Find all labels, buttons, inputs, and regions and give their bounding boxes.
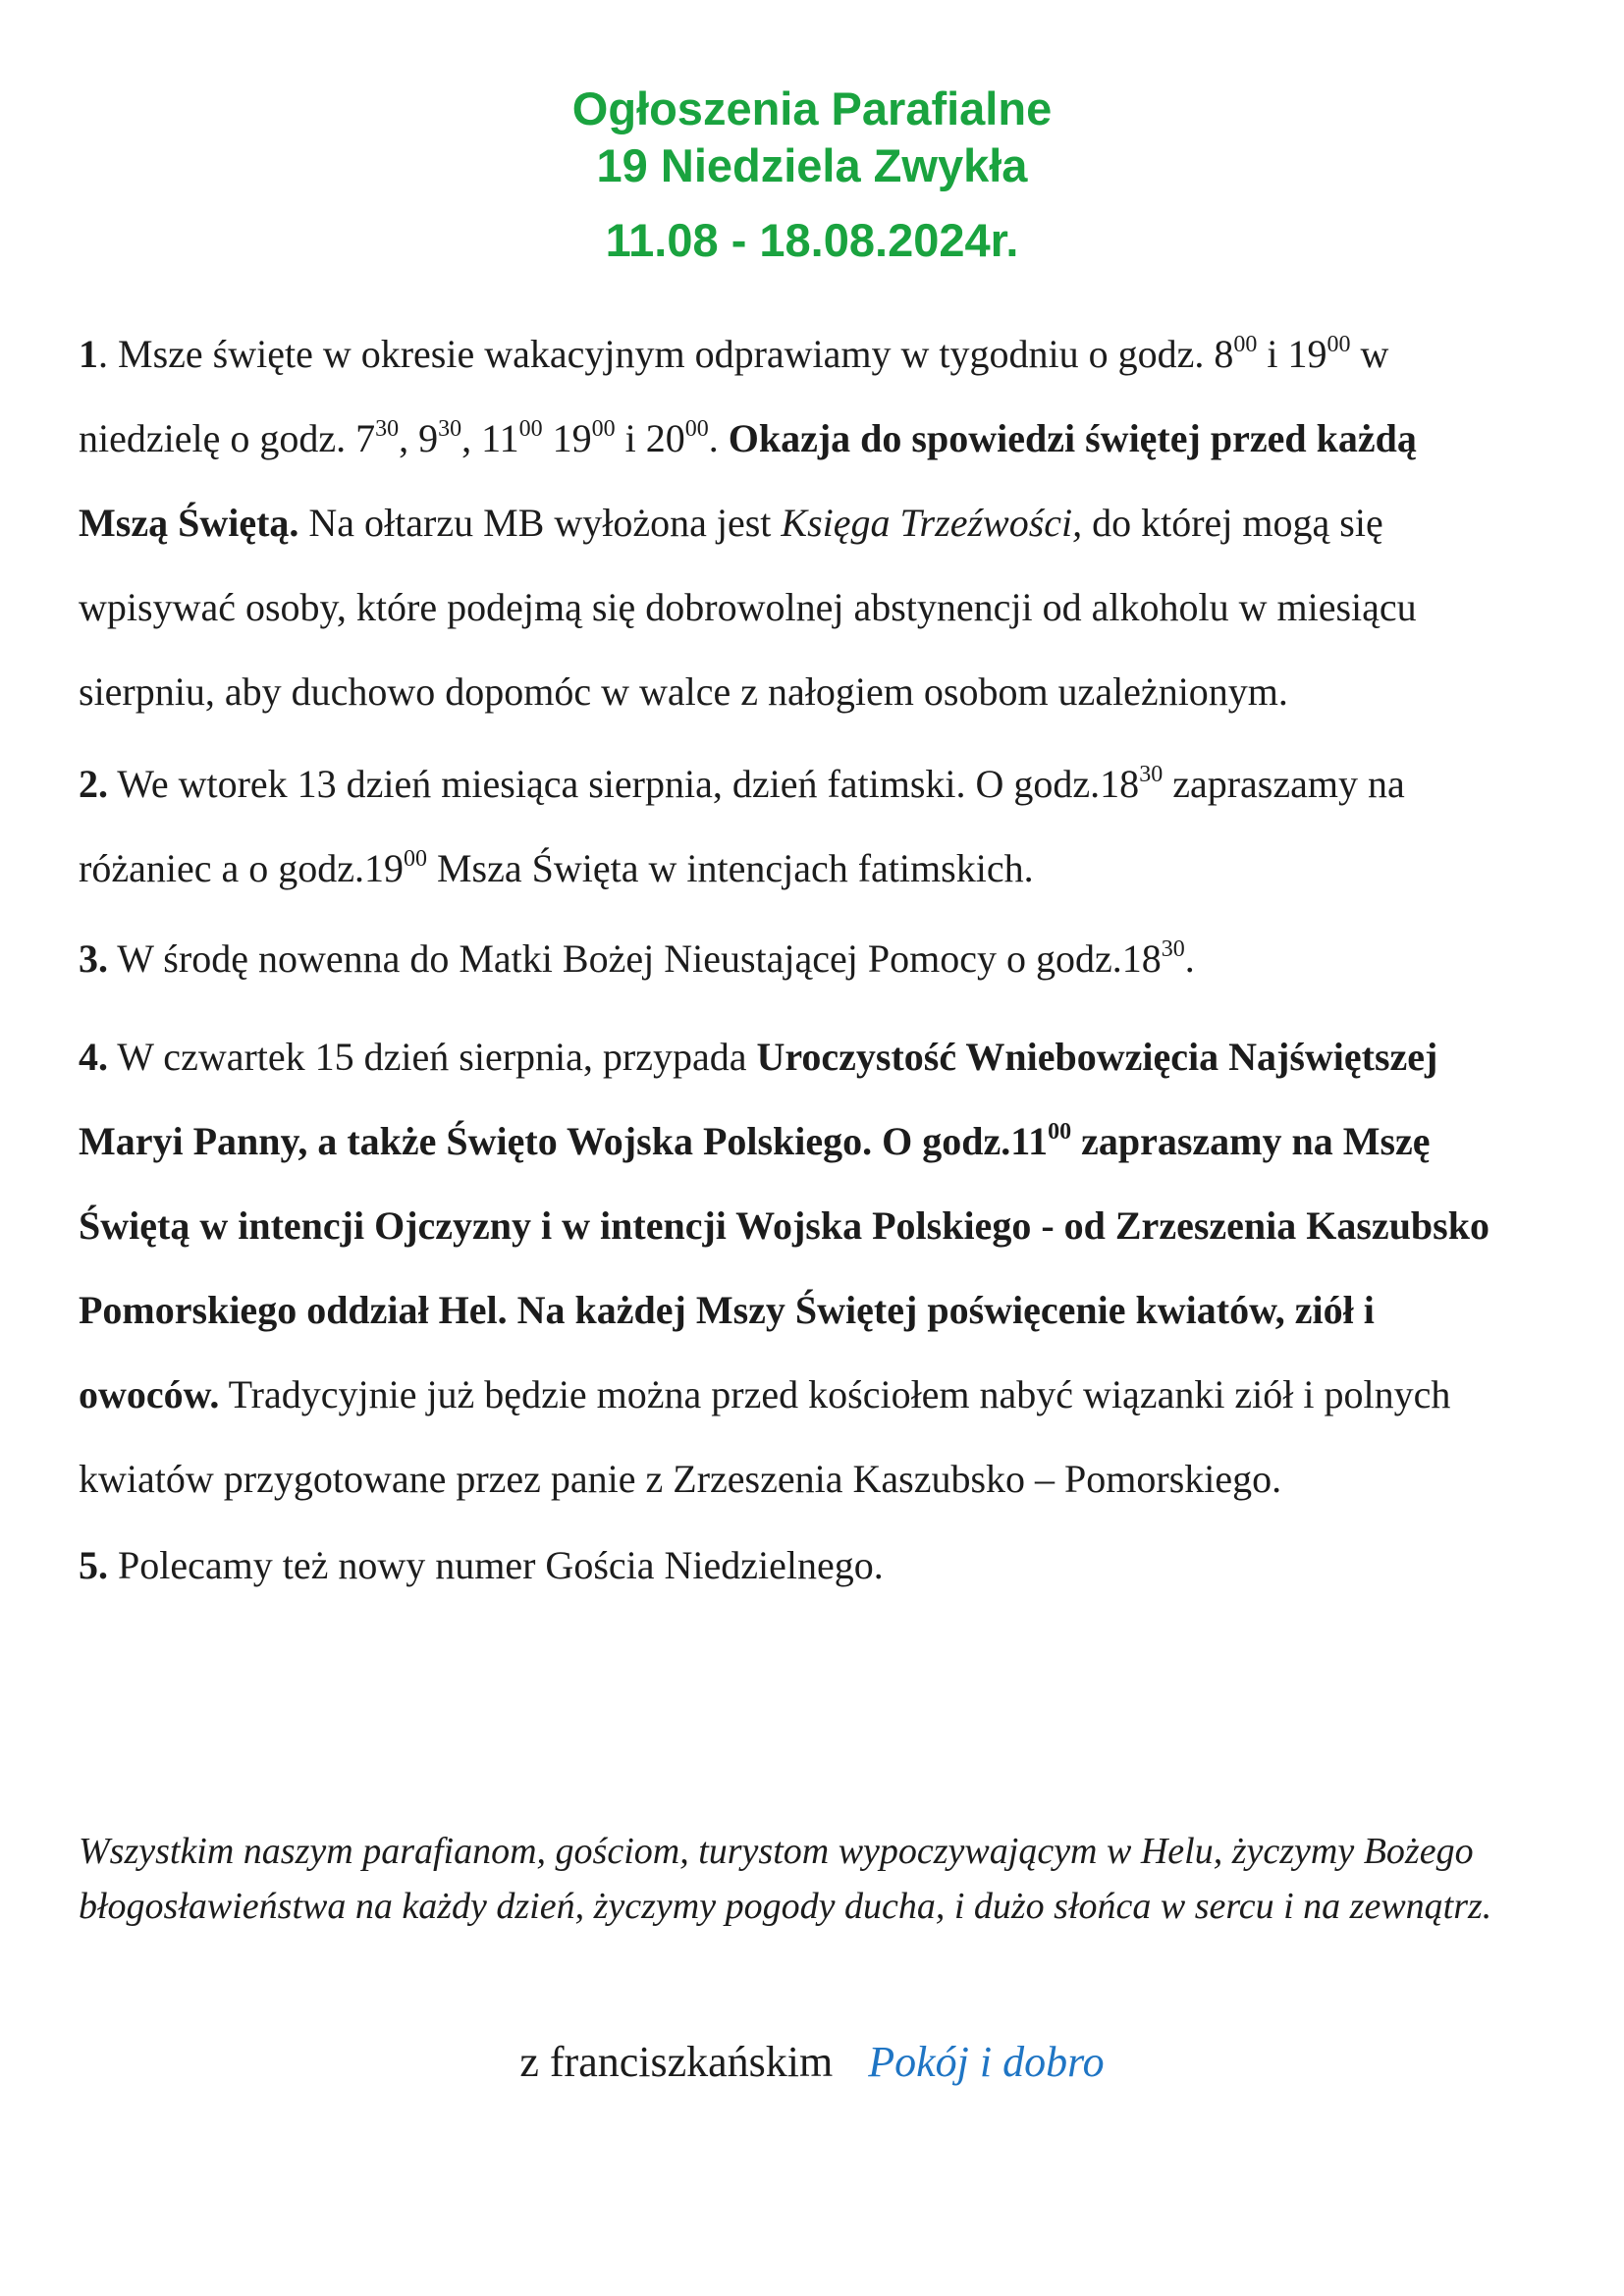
text: . [1184, 936, 1195, 981]
announcement-2 [79, 742, 1512, 911]
announcement-3 [79, 917, 1512, 1001]
bold-text: zapraszamy na Mszę Świętą w intencji Ojczyzny i w intencji Wojska Polskiego - od Zrzeszenia Kaszubsko Pomorskiego oddział Hel. Na każdej Mszy Świętej poświęcenie kwiatów, ziół i owoców. [79, 1119, 1489, 1416]
time-superscript: 00 [518, 416, 543, 442]
text: do której mogą się wpisywać osoby, które podejmą się dobrowolnej abstynencji od alkoholu w miesiącu sierpniu, aby duchowo dopomóc w walce z nałogiem osobom uzależnionym. [79, 501, 1417, 714]
announcement-5 [79, 1523, 1512, 1608]
text: . [708, 416, 729, 460]
time-superscript: 00 [591, 416, 616, 442]
announcements-body [79, 312, 1512, 1608]
text: zapraszamy na różaniec a o godz.19 [79, 762, 1405, 890]
time-superscript: 30 [1139, 762, 1164, 787]
closing-line [0, 2037, 1624, 2087]
text: w niedzielę o godz. 7 [79, 332, 1389, 460]
text: W środę nowenna do Matki Bożej Nieustającej Pomocy o godz.18 [108, 936, 1162, 981]
wishes-paragraph: Wszystkim naszym parafianom, gościom, turystom wypoczywającym w Helu, życzymy Bożego błogosławieństwa na każdy dzień, życzymy pogody ducha, i dużo słońca w sercu i na zewnątrz. [79, 1831, 1492, 1927]
time-superscript: 30 [1161, 936, 1185, 962]
time-superscript: 00 [1326, 332, 1351, 357]
item-number: 3. [79, 936, 108, 981]
text: i 20 [615, 416, 685, 460]
text: Tradycyjnie już będzie można przed kościołem nabyć wiązanki ziół i polnych kwiatów przygotowane przez panie z Zrzeszenia Kaszubsko – Pomorskiego. [79, 1372, 1451, 1501]
bold-text: Uroczystość Wniebowzięcia Najświętszej Maryi Panny, a także Święto Wojska Polskiego. O godz.11 [79, 1035, 1438, 1163]
item-number: 1 [79, 332, 98, 376]
text: We wtorek 13 dzień miesiąca sierpnia, dzień fatimski. O godz.18 [108, 762, 1140, 806]
item-number: 4. [79, 1035, 108, 1079]
sunday-name: 19 Niedziela Zwykła [596, 139, 1028, 191]
closing-prefix: z franciszkańskim [519, 2038, 834, 2086]
time-superscript: 30 [438, 416, 462, 442]
text: 19 [542, 416, 592, 460]
time-superscript: 00 [1048, 1119, 1072, 1145]
time-superscript: 00 [403, 846, 427, 872]
text: W czwartek 15 dzień sierpnia, przypada [108, 1035, 757, 1079]
text: Polecamy też nowy numer Gościa Niedzielnego. [108, 1543, 884, 1587]
announcement-4 [79, 1015, 1512, 1522]
item-number: 5. [79, 1543, 108, 1587]
text: Na ołtarzu MB wyłożona jest [298, 501, 782, 545]
italic-text: Księga Trzeźwości, [781, 501, 1083, 545]
page-title: Ogłoszenia Parafialne [571, 82, 1053, 134]
text: Msza Święta w intencjach fatimskich. [426, 846, 1034, 890]
text: , 11 [461, 416, 519, 460]
date-range: 11.08 - 18.08.2024r. [605, 214, 1019, 266]
time-superscript: 00 [1233, 332, 1258, 357]
time-superscript: 30 [375, 416, 400, 442]
bold-text: Okazja do spowiedzi świętej przed każdą Mszą Świętą. [79, 416, 1417, 545]
text: , 9 [399, 416, 439, 460]
item-number: 2. [79, 762, 108, 806]
announcement-1 [79, 312, 1512, 734]
text: . Msze święte w okresie wakacyjnym odprawiamy w tygodniu o godz. 8 [98, 332, 1234, 376]
text: i 19 [1257, 332, 1327, 376]
time-superscript: 00 [684, 416, 709, 442]
announcement-header [0, 80, 1624, 269]
closing-highlight: Pokój i dobro [868, 2038, 1105, 2086]
